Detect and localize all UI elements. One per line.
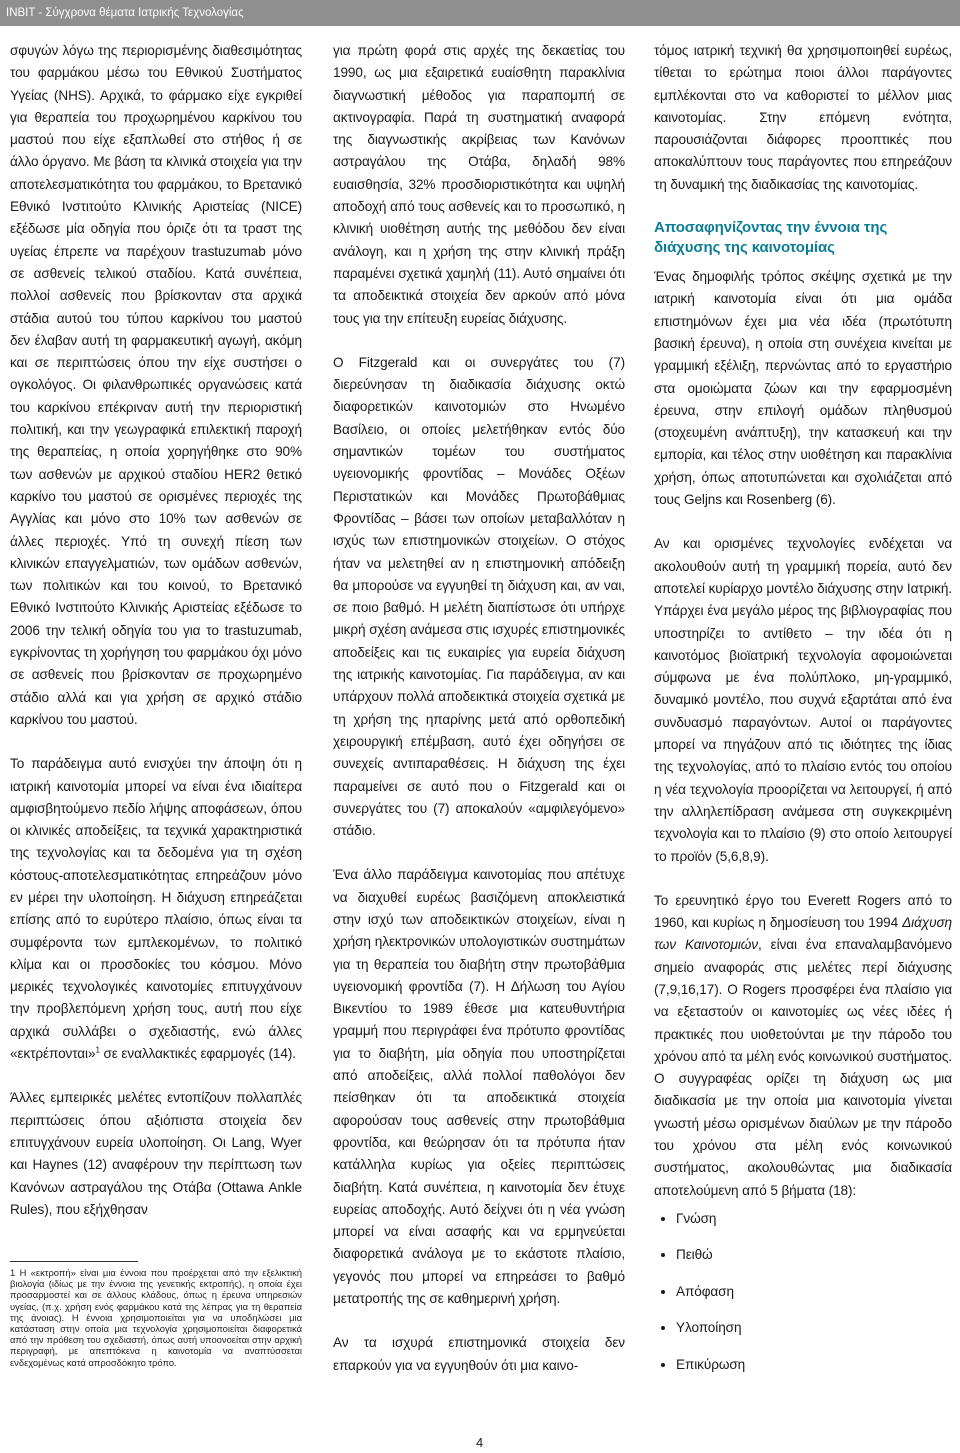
col1-paragraph-2 — [10, 753, 302, 1065]
list-item-step-4: • Υλοποίηση — [676, 1317, 952, 1339]
list-item-step-2: • Πειθώ — [676, 1244, 952, 1266]
col3-p4-text-b: , είναι ένα επαναλαμβανόμενο σημείο αναφοράς στις μελέτες περί διάχυσης (7,9,16,17). Ο Rogers προσφέρει ένα πλαίσιο για να εξεταστούν οι καινοτομίες ως νέες ιδέες ή πρακτικές που υιοθετούνται με την πάροδο του χρόνου από τα μέλη ενός κοινωνικού συστήματος. Ο συγγραφέας ορίζει τη διάχυση ως μια διαδικασία με την οποία μια καινοτομία γίνεται γνωστή μέσω ορισμένων διαύλων με την πάροδο του χρόνου στα μέλη ενός κοινωνικού συστήματος, ακολουθώντας μια διαδικασία αποτελούμενη από 5 βήματα (18): — [654, 937, 952, 1198]
column-3 — [654, 40, 952, 1390]
col3-p4-text-a: Το ερευνητικό έργο του Everett Rogers από το 1960, και κυρίως η δημοσίευση του 1994 — [654, 892, 952, 931]
book-title: Διάχυση των Καινοτομιών — [654, 915, 952, 953]
diffusion-steps-list — [654, 1208, 952, 1376]
col2-paragraph-4: Αν τα ισχυρά επιστημονικά στοιχεία δεν επαρκούν για να εγγυηθούν ότι μια καινο- — [333, 1335, 625, 1373]
list-item-step-3: • Απόφαση — [676, 1281, 952, 1303]
col3-paragraph-2: Ένας δημοφιλής τρόπος σκέψης σχετικά με την ιατρική καινοτομία είναι ότι μια ομάδα επιστημόνων έχει μια νέα ιδέα (πρωτότυπη βασική έρευνα), η οποία στη συνέχεια κινείται με γραμμική εξέλιξη, περνώντας από το εργαστήριο στα ομοιώματα ζώων και την εφαρμοσμένη έρευνα, στην επιλογή ομάδων πληθυσμού (στοχευμένη ανάπτυξη), την κατασκευή και την εμπορία, και τέλος στην υιοθέτηση και παρακλίνια χρήση, όπως αποτυπώνεται και σχολιάζεται από τους Geljns και Rosenberg (6). — [654, 269, 952, 508]
col3-paragraph-4 — [654, 890, 952, 1202]
col1-p2-text-b: σε εναλλακτικές εφαρμογές (14). — [99, 1046, 296, 1062]
list-item-step-5: • Επικύρωση — [676, 1354, 952, 1376]
col1-paragraph-1: σφυγών λόγω της περιορισμένης διαθεσιμότητας του φαρμάκου μέσω του Εθνικού Συστήματος Υγείας (NHS). Αρχικά, το φάρμακο είχε εγκριθεί για θεραπεία του προχωρημένου καρκίνου του μαστού που είχε εξαπλωθεί στο στήθος ή σε άλλο όργανο. Με βάση τα κλινικά στοιχεία για την αποτελεσματικότητα του φαρμάκου, το Βρετανικό Εθνικό Ινστιτούτο Κλινικής Αριστείας (NICE) εξέδωσε μία οδηγία που όριζε ότι τα τραστ της υγείας έπρεπε να παρέχουν trastuzumab μόνο σε ασθενείς τελικού σταδίου. Κατά συνέπεια, πολλοί ασθενείς που βρίσκονταν στα αρχικά στάδια αυτού του τύπου καρκίνου του μαστού δεν έλαβαν αυτή τη φαρμακευτική αγωγή, ακόμη και σε περιπτώσεις όπου την είχε συστήσει ο ογκολόγος. Οι φιλανθρωπικές οργανώσεις κατά του καρκίνου επέκριναν αυτή την περιοριστική πολιτική, και την γεωγραφικά επιλεκτική παροχή της θεραπείας, η οποία χορηγήθηκε στο 90% των ασθενών με αρχικού σταδίου HER2 θετικό καρκίνο του μαστού σε ορισμένες περιοχές της Αγγλίας και μόνο στο 10% των ασθενών σε άλλες περιοχές. Υπό τη συνεχή πίεση των κλινικών επαγγελματιών, των ομάδων ασθενών, των πολιτικών και του κοινού, το Βρετανικό Εθνικό Ινστιτούτο Κλινικής Αριστείας εξέδωσε το 2006 την τελική οδηγία του για το trastuzumab, εγκρίνοντας τη χορήγηση του φαρμάκου όχι μόνο σε ασθενείς που βρίσκονταν σε προχωρημένο στάδιο αλλά και για χρήση σε αρχικό στάδιο καρκίνου του μαστού. — [10, 43, 302, 727]
col1-paragraph-3: Άλλες εμπειρικές μελέτες εντοπίζουν πολλαπλές περιπτώσεις όπου αξιόπιστα στοιχεία δεν επιτυγχάνουν ευρεία υλοποίηση. Οι Lang, Wyer και Haynes (12) αναφέρουν την περίπτωση των Κανόνων αστραγάλου της Οτάβα (Ottawa Ankle Rules), που εξήχθησαν — [10, 1090, 302, 1217]
col3-paragraph-3: Αν και ορισμένες τεχνολογίες ενδέχεται να ακολουθούν αυτή τη γραμμική πορεία, αυτό δεν αποτελεί κυρίαρχο μοντέλο διάχυσης στην Ιατρική. Υπάρχει ένα μεγάλο μέρος της βιβλιογραφίας που υποστηρίζει το αντίθετο – την ιδέα ότι η καινοτόμος βιοϊατρική τεχνολογία αφομοιώνεται σύμφωνα με ένα πολύπλοκο, μη-γραμμικό, δυναμικό μοντέλο, που συχνά εξαρτάται από ένα συνδυασμό παραγόντων. Αυτοί οι παράγοντες μπορεί να πηγάζουν από τις ιδιότητες της ίδιας της τεχνολογίας, από το πλαίσιο εντός του οποίου η νέα τεχνολογία προορίζεται να λειτουργεί, ή από την αλληλεπίδραση ανάμεσα στη συγκεκριμένη τεχνολογία και το πλαίσιο (9) στο οποίο λειτουργεί το προϊόν (5,6,8,9). — [654, 536, 952, 864]
col2-paragraph-1: για πρώτη φορά στις αρχές της δεκαετίας του 1990, ως μια εξαιρετικά ευαίσθητη παρακλίνια διαγνωστική μέθοδος για παραπομπή σε ακτινογραφία. Παρά τη συστηματική αναφορά της διαγνωστικής ακρίβειας των Κανόνων αστραγάλου της Οτάβα, δηλαδή 98% ευαισθησία, 32% προσδιοριστικότητα και υψηλή αποδοχή από τους ασθενείς και το προσωπικό, η κλινική υιοθέτηση αυτής της μεθόδου δεν είναι ανάλογη, και η χρήση της στην κλινική πράξη παραμένει σχετικά χαμηλή (11). Αυτό σημαίνει ότι τα αποδεικτικά στοιχεία δεν αρκούν από μόνα τους για την επίτευξη ευρείας διάχυσης. — [333, 43, 625, 326]
footnote-text: 1 Η «εκτροπή» είναι μια έννοια που προέρχεται από την εξελικτική βιολογία (ιδίως με την έννοια της γενετικής εκτροπής), η οποία έχει προσαρμοστεί και σε άλλους κλάδους, όπως η έρευνα υπηρεσιών υγείας, (π.χ. χρήση ενός φαρμάκου κατά της λέπρας για τη θεραπεία της άνοιας). Η έννοια χρησιμοποιείται για να υποδηλώσει μια κατάσταση στην οποία μια τεχνολογία χρησιμοποιείται διαφορετικά από την πρόθεση του σχεδιαστή, όπως αυτή υποονοείται στην αρχική περιγραφή, με απεπτόκενα η καινοτομία να αναπτύσσεται ενδεχομένως κατά απροσδόκητο τρόπο. — [10, 1267, 302, 1368]
page-header-bar — [0, 0, 960, 26]
footnote-rule — [10, 1261, 138, 1262]
section-heading: Αποσαφηνίζοντας την έννοια της διάχυσης της καινοτομίας — [654, 219, 888, 257]
list-item-step-1: • Γνώση — [676, 1208, 952, 1230]
header-title: INBIT - Σύγχρονα θέματα Ιατρικής Τεχνολογίας — [6, 7, 244, 19]
col2-paragraph-2: Ο Fitzgerald και οι συνεργάτες του (7) διερεύνησαν τη διαδικασία διάχυσης οκτώ διαφορετικών καινοτομιών στο Ηνωμένο Βασίλειο, οι οποίες μελετήθηκαν εντός δύο σημαντικών τομέων του συστήματος υγειονομικής φροντίδας – Μονάδες Οξέων Περιστατικών και Μονάδες Πρωτοβάθμιας Φροντίδας – βάσει των οποίων μεταβαλλόταν η ισχύς των επιστημονικών στοιχείων. Ο στόχος ήταν να μελετηθεί αν η επιστημονική απόδειξη θα μπορούσε να εγγυηθεί τη διάχυση και, αν ναι, σε ποιο βαθμό. Η μελέτη διαπίστωσε ότι υπήρχε μικρή σχέση ανάμεσα στις ισχυρές επιστημονικές αποδείξεις και τις ευκαιρίες για ευρεία διάχυση της ιατρικής καινοτομίας. Για παράδειγμα, αν και υπάρχουν πολλά αποδεικτικά στοιχεία σχετικά με τη χρήση της ηπαρίνης μετά από ορθοπεδική χειρουργική επέμβαση, αυτό έχει οδηγήσει σε συνεχείς αντιπαραθέσεις. Η διάχυση της έχει παραμείνει σε αυτό που ο Fitzgerald και οι συνεργάτες του (7) αποκαλούν «αμφιλεγόμενο» στάδιο. — [333, 354, 625, 839]
column-1 — [10, 40, 302, 1221]
col2-paragraph-3: Ένα άλλο παράδειγμα καινοτομίας που απέτυχε να διαχυθεί ευρέως βασιζόμενη αποκλειστικά στην ισχύ των αποδεικτικών στοιχείων, είναι η χρήση ηλεκτρονικών υπολογιστικών συστημάτων για τη θεραπεία του διαβήτη στην πρωτοβάθμια υγειονομική φροντίδα (7). Η Δήλωση του Αγίου Βικεντίου το 1989 έθεσε μια κατευθυντήρια γραμμή που περιγράφει ένα πρότυπο φροντίδας για το διαβήτη, μία οδηγία που υποστηρίζεται από αποδείξεις, αλλά πολλοί παθολόγοι δεν πείσθηκαν ότι τα αποδεικτικά στοιχεία αφορούσαν τους ασθενείς στην πρωτοβάθμια φροντίδα, και θεώρησαν ότι τα πρότυπα ήταν κατάλληλα κυρίως για οξείες περιπτώσεις διαβήτη. Κατά συνέπεια, η καινοτομία δεν έτυχε ευρείας αποδοχής. Αυτό δείχνει ότι η νέα γνώση μπορεί να είναι ασαφής και να ερμηνεύεται διαφορετικά ανάλογα με το εκάστοτε πλαίσιο, γεγονός που μπορεί να επηρεάσει το βαθμό μετατροπής της σε καθημερινή χρήση. — [333, 867, 625, 1307]
col1-p2-text-a: Το παράδειγμα αυτό ενισχύει την άποψη ότι η ιατρική καινοτομία μπορεί να είναι ένα ιδιαίτερα αμφισβητούμενο πεδίο λήψης αποφάσεων, όπου οι κλινικές αποδείξεις, τα τεχνικά χαρακτηριστικά της τεχνολογίας και τα δεδομένα για τη σχέση κόστους-αποτελεσματικότητας επηρεάζουν μόνο εν μέρει την υλοποίηση. Η διάχυση επηρεάζεται επίσης από το ευρύτερο πλαίσιο, όπως είναι τα συμφέροντα των εμπλεκομένων, το πολιτικό κλίμα και οι προσδοκίες του κόσμου. Μόνο μερικές τεχνολογικές καινοτομίες επιτυγχάνουν την προβλεπόμενη χρήση τους, αυτή που είχε αρχικά συλλάβει ο σχεδιαστής, ενώ άλλες «εκτρέπονται» — [10, 756, 302, 1062]
column-2 — [333, 40, 625, 1377]
footnote-ref: 1 — [95, 1045, 100, 1055]
col3-paragraph-1: τόμος ιατρική τεχνική θα χρησιμοποιηθεί ευρέως, τίθεται το ερώτημα ποιοι άλλοι παράγοντες εμπλέκονται στο να καθοριστεί το μέλλον μιας καινοτομίας. Στην επόμενη ενότητα, παρουσιάζονται διάφορες προοπτικές που αποκαλύπτουν τους παράγοντες που επηρεάζουν τη δυναμική της διαδικασίας της καινοτομίας. — [654, 43, 952, 192]
page-number: 4 — [476, 1435, 484, 1450]
